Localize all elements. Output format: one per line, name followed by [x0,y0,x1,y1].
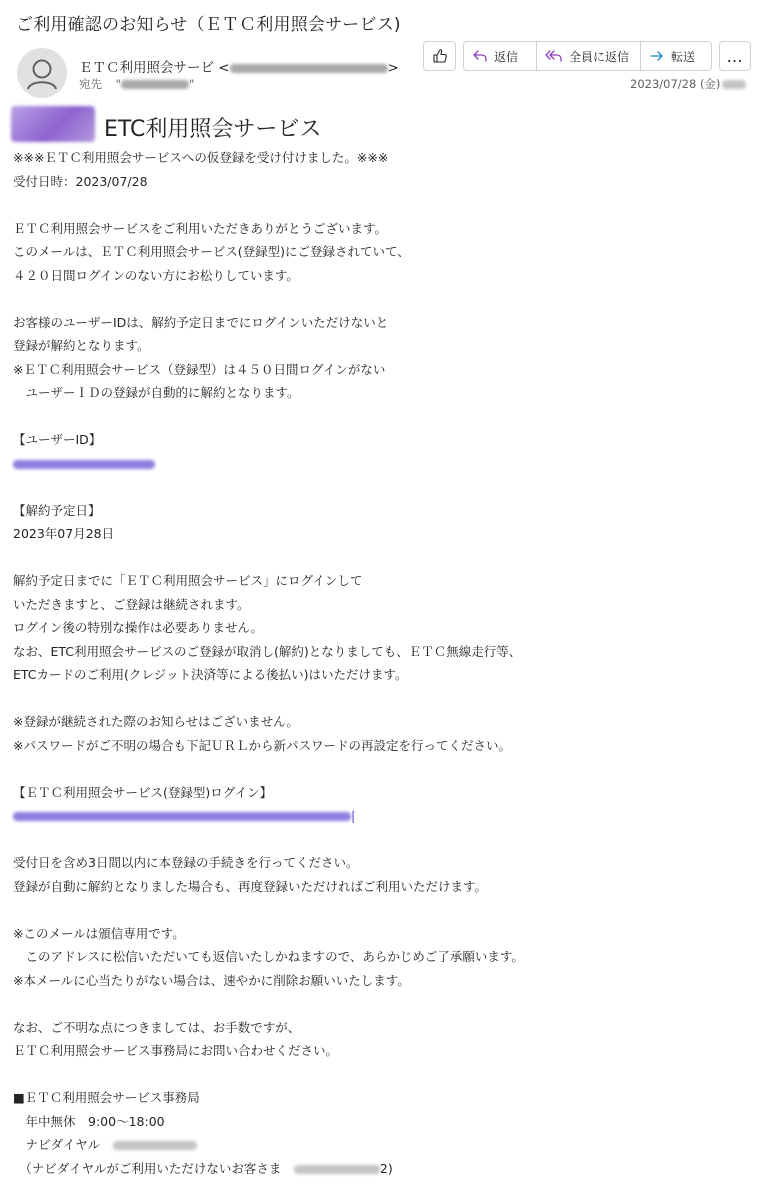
body-line [13,1157,748,1181]
body-line [13,475,748,499]
reply-all-button[interactable] [537,42,641,70]
body-text: 【解約予定日】 [13,502,101,518]
body-line [13,1016,748,1040]
sender-line[interactable] [79,56,399,76]
body-text: 受付日を含め3日間以内に本登録の手続きを行ってください。 [13,855,359,870]
body-line [13,757,748,781]
login-link-cursor[interactable]: | [351,808,356,823]
forward-label: 転送 [671,49,696,64]
body-text: 登録が解約となります。 [13,338,150,353]
body-text: 年中無休 9:00～18:00 [13,1113,165,1129]
body-line [13,663,748,687]
body-line [13,1039,748,1063]
body-line [13,1133,748,1157]
body-line [13,828,748,852]
sender-avatar[interactable] [17,48,67,98]
body-text: 受付日時：2023/07/28 [13,173,148,189]
body-text: なお、ETC利用照会サービスのご登録が取消し(解約)となりましても、ＥＴＣ無線走行等、 [13,643,522,659]
body-line [13,945,748,969]
body-text: ＥＴＣ利用照会サービスをご利用いただきありがとうございます。 [13,220,388,236]
body-line [13,640,748,664]
body-line [13,358,748,382]
email-body [13,146,748,1180]
body-text: 2023年07月28日 [13,526,115,541]
reply-toolbar [463,41,712,71]
body-line [13,381,748,405]
body-line [13,546,748,570]
like-button[interactable] [423,41,456,71]
recipient-line: 宛先 " " [79,77,195,91]
body-text: このアドレスに松信いただいても返信いたしかねますので、あらかじめご了承願います。 [13,949,524,964]
redacted-sender-email [230,64,388,73]
body-text: ４２０日間ログインのない方にお松りしています。 [13,267,299,283]
body-text: ※登録が継続された際のお知らせはございません。 [13,714,299,729]
body-line [13,969,748,993]
body-text: ※パスワードがご不明の場合も下記ＵＲＬから新パスワードの再設定を行ってください。 [13,737,511,753]
body-line [13,734,748,758]
redacted-user-id[interactable] [13,460,155,469]
body-line [13,405,748,429]
body-text: いただきますと、ご登録は継続されます。 [13,596,250,612]
received-date [630,76,746,92]
body-text: 解約予定日までに「ＥＴＣ利用照会サービス」にログインして [13,573,363,588]
body-line [13,428,748,452]
body-text: ※※※ＥＴＣ利用照会サービスへの仮登録を受け付けました。※※※ [13,150,389,165]
body-text: このメールは、ＥＴＣ利用照会サービス(登録型)にご登録されていて、 [13,244,410,259]
reply-all-icon [545,48,563,64]
body-text: ETCカードのご利用(クレジット決済等による後払い)はいただけます。 [13,667,408,682]
body-line [13,146,748,170]
brand-logo [11,106,95,142]
brand-title: ETC利用照会サービス [104,117,322,142]
sender-address: < > [218,60,399,76]
body-line [13,240,748,264]
body-line [13,922,748,946]
body-text: ユーザーＩＤの登録が自動的に解約となります。 [13,385,300,400]
reply-all-label: 全員に返信 [569,49,630,64]
person-icon [17,48,67,98]
body-line [13,1110,748,1134]
body-line [13,851,748,875]
forward-arrow-icon [649,48,665,64]
body-line [13,334,748,358]
email-subject: ご利用確認のお知らせ（ＥＴＣ利用照会サービス) [16,15,401,35]
body-text: なお、ご不明な点につきましては、お手数ですが、 [13,1019,301,1035]
body-line [13,1063,748,1087]
body-text: ナビダイヤル [13,1137,113,1152]
redacted-recipient [121,80,189,89]
redacted-phone-number [294,1165,380,1174]
received-date-text: 2023/07/28 (金) [630,77,721,91]
body-line [13,781,748,805]
body-line [13,992,748,1016]
sender-name[interactable]: ＥＴＣ利用照会サービ [79,60,214,76]
body-line [13,1086,748,1110]
body-line [13,710,748,734]
body-text: （ナビダイヤルがご利用いただけないお客さま [13,1160,294,1176]
body-text: 【ＥＴＣ利用照会サービス(登録型)ログイン】 [13,784,273,800]
body-line [13,264,748,288]
body-line [13,193,748,217]
thumbs-up-icon [432,48,448,64]
reply-button[interactable] [464,42,537,70]
body-text: ログイン後の特別な操作は必要ありません。 [13,620,264,635]
redacted-time [722,80,746,89]
body-line [13,804,748,828]
recipient-label: 宛先 [79,77,102,91]
body-line [13,217,748,241]
body-text: 2) [379,1160,393,1176]
forward-button[interactable] [641,42,711,70]
body-text: ■ＥＴＣ利用照会サービス事務局 [13,1090,200,1105]
body-text: 登録が自動に解約となりました場合も、再度登録いただければご利用いただけます。 [13,878,488,894]
body-line [13,569,748,593]
body-line [13,311,748,335]
body-line [13,593,748,617]
body-line [13,875,748,899]
body-text: ※ＥＴＣ利用照会サービス（登録型）は４５０日間ログインがない [13,361,386,377]
body-text: お客様のユーザーIDは、解約予定日までにログインいただけないと [13,314,389,330]
body-line [13,522,748,546]
body-text: ＥＴＣ利用照会サービス事務局にお問い合わせください。 [13,1043,339,1058]
body-line [13,452,748,476]
body-line [13,687,748,711]
body-text: ※このメールは頒信専用です。 [13,925,185,941]
body-text: 【ユーザーID】 [13,432,102,447]
reply-label: 返信 [494,49,519,64]
body-text: ※本メールに心当たりがない場合は、速やかに削除お願いいたします。 [13,972,410,988]
reply-icon [472,48,488,64]
redacted-login-url[interactable] [13,812,351,821]
body-line [13,170,748,194]
body-line [13,499,748,523]
body-line [13,616,748,640]
body-line [13,898,748,922]
more-actions-button[interactable]: … [719,41,751,71]
body-line [13,287,748,311]
redacted-phone-number [113,1141,197,1150]
